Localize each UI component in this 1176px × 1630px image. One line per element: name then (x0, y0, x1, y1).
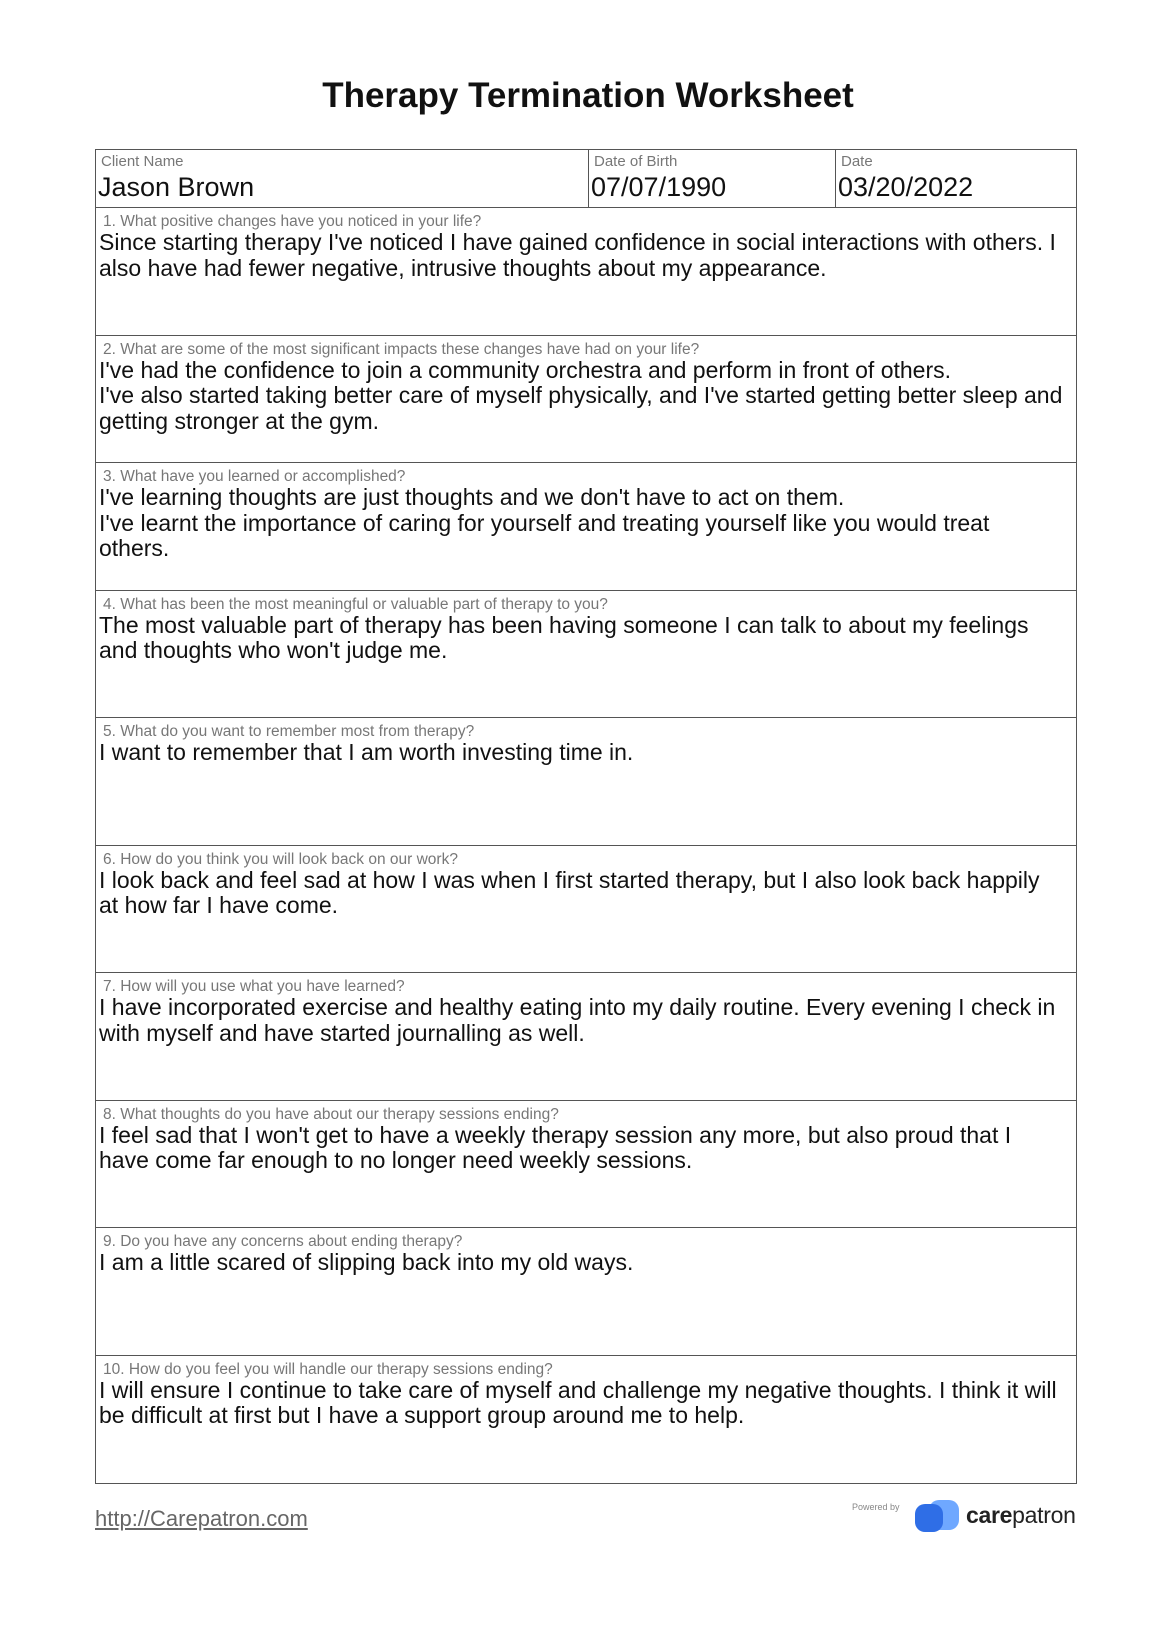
question-label: 7. How will you use what you have learned? (103, 978, 405, 995)
dob-label: Date of Birth (594, 153, 678, 170)
client-info-row (96, 150, 1076, 208)
carepatron-logo-icon (915, 1500, 963, 1532)
question-label: 3. What have you learned or accomplished? (103, 468, 406, 485)
question-answer: I've had the confidence to join a community orchestra and perform in front of others. I've also started taking better care of myself physically, and I've started getting better sleep and getting stronger at the gym. (99, 356, 1063, 434)
question-answer: I am a little scared of slipping back into my old ways. (99, 1249, 634, 1275)
powered-by-label: Powered by (852, 1502, 900, 1512)
question-label: 5. What do you want to remember most from therapy? (103, 723, 475, 740)
question-label: 6. How do you think you will look back on our work? (103, 850, 458, 868)
date-cell[interactable] (835, 150, 1076, 207)
carepatron-logo-text: carepatron (966, 1502, 1076, 1528)
question-answer: I will ensure I continue to take care of myself and challenge my negative thoughts. I think it will be difficult at first but I have a support group around me to help. (99, 1376, 1057, 1428)
question-row[interactable] (96, 846, 1076, 974)
question-label: 8. What thoughts do you have about our therapy sessions ending? (103, 1105, 559, 1123)
question-answer: I look back and feel sad at how I was when I first started therapy, but I also look back happily at how far I have come. (99, 866, 1040, 918)
questions-list (96, 208, 1076, 1483)
question-answer: I feel sad that I won't get to have a weekly therapy session any more, but also proud that I have come far enough to no longer need weekly sessions. (99, 1121, 1012, 1173)
client-name-cell[interactable] (96, 150, 588, 207)
question-label: 4. What has been the most meaningful or valuable part of therapy to you? (103, 595, 608, 613)
date-value: 03/20/2022 (838, 172, 974, 202)
question-label: 2. What are some of the most significant impacts these changes have had on your life? (103, 340, 700, 358)
date-label: Date (841, 153, 873, 170)
worksheet-form (95, 149, 1077, 1484)
question-row[interactable] (96, 973, 1076, 1101)
question-label: 9. Do you have any concerns about ending therapy? (103, 1233, 463, 1250)
question-row[interactable] (96, 1228, 1076, 1356)
question-label: 10. How do you feel you will handle our therapy sessions ending? (103, 1360, 553, 1378)
question-answer: I have incorporated exercise and healthy eating into my daily routine. Every evening I check in with myself and have started journalling as well. (99, 994, 1056, 1046)
carepatron-link[interactable]: http://Carepatron.com (95, 1506, 308, 1531)
question-row[interactable] (96, 208, 1076, 336)
question-row[interactable] (96, 1356, 1076, 1484)
question-row[interactable] (96, 1101, 1076, 1229)
dob-cell[interactable] (588, 150, 835, 207)
question-answer: The most valuable part of therapy has been having someone I can talk to about my feelings and thoughts who won't judge me. (99, 611, 1029, 663)
dob-value: 07/07/1990 (591, 172, 727, 202)
question-row[interactable] (96, 336, 1076, 464)
question-row[interactable] (96, 718, 1076, 846)
question-answer: I want to remember that I am worth investing time in. (99, 739, 634, 765)
client-name-label: Client Name (101, 153, 184, 170)
page-title: Therapy Termination Worksheet (322, 76, 854, 115)
question-row[interactable] (96, 463, 1076, 591)
question-row[interactable] (96, 591, 1076, 719)
question-answer: I've learning thoughts are just thoughts and we don't have to act on them. I've learnt the importance of caring for yourself and treating yourself like you would treat others. (99, 484, 990, 561)
question-label: 1. What positive changes have you noticed in your life? (103, 213, 482, 230)
question-answer: Since starting therapy I've noticed I have gained confidence in social interactions with others. I also have had fewer negative, intrusive thoughts about my appearance. (99, 229, 1056, 281)
client-name-value: Jason Brown (98, 172, 255, 202)
